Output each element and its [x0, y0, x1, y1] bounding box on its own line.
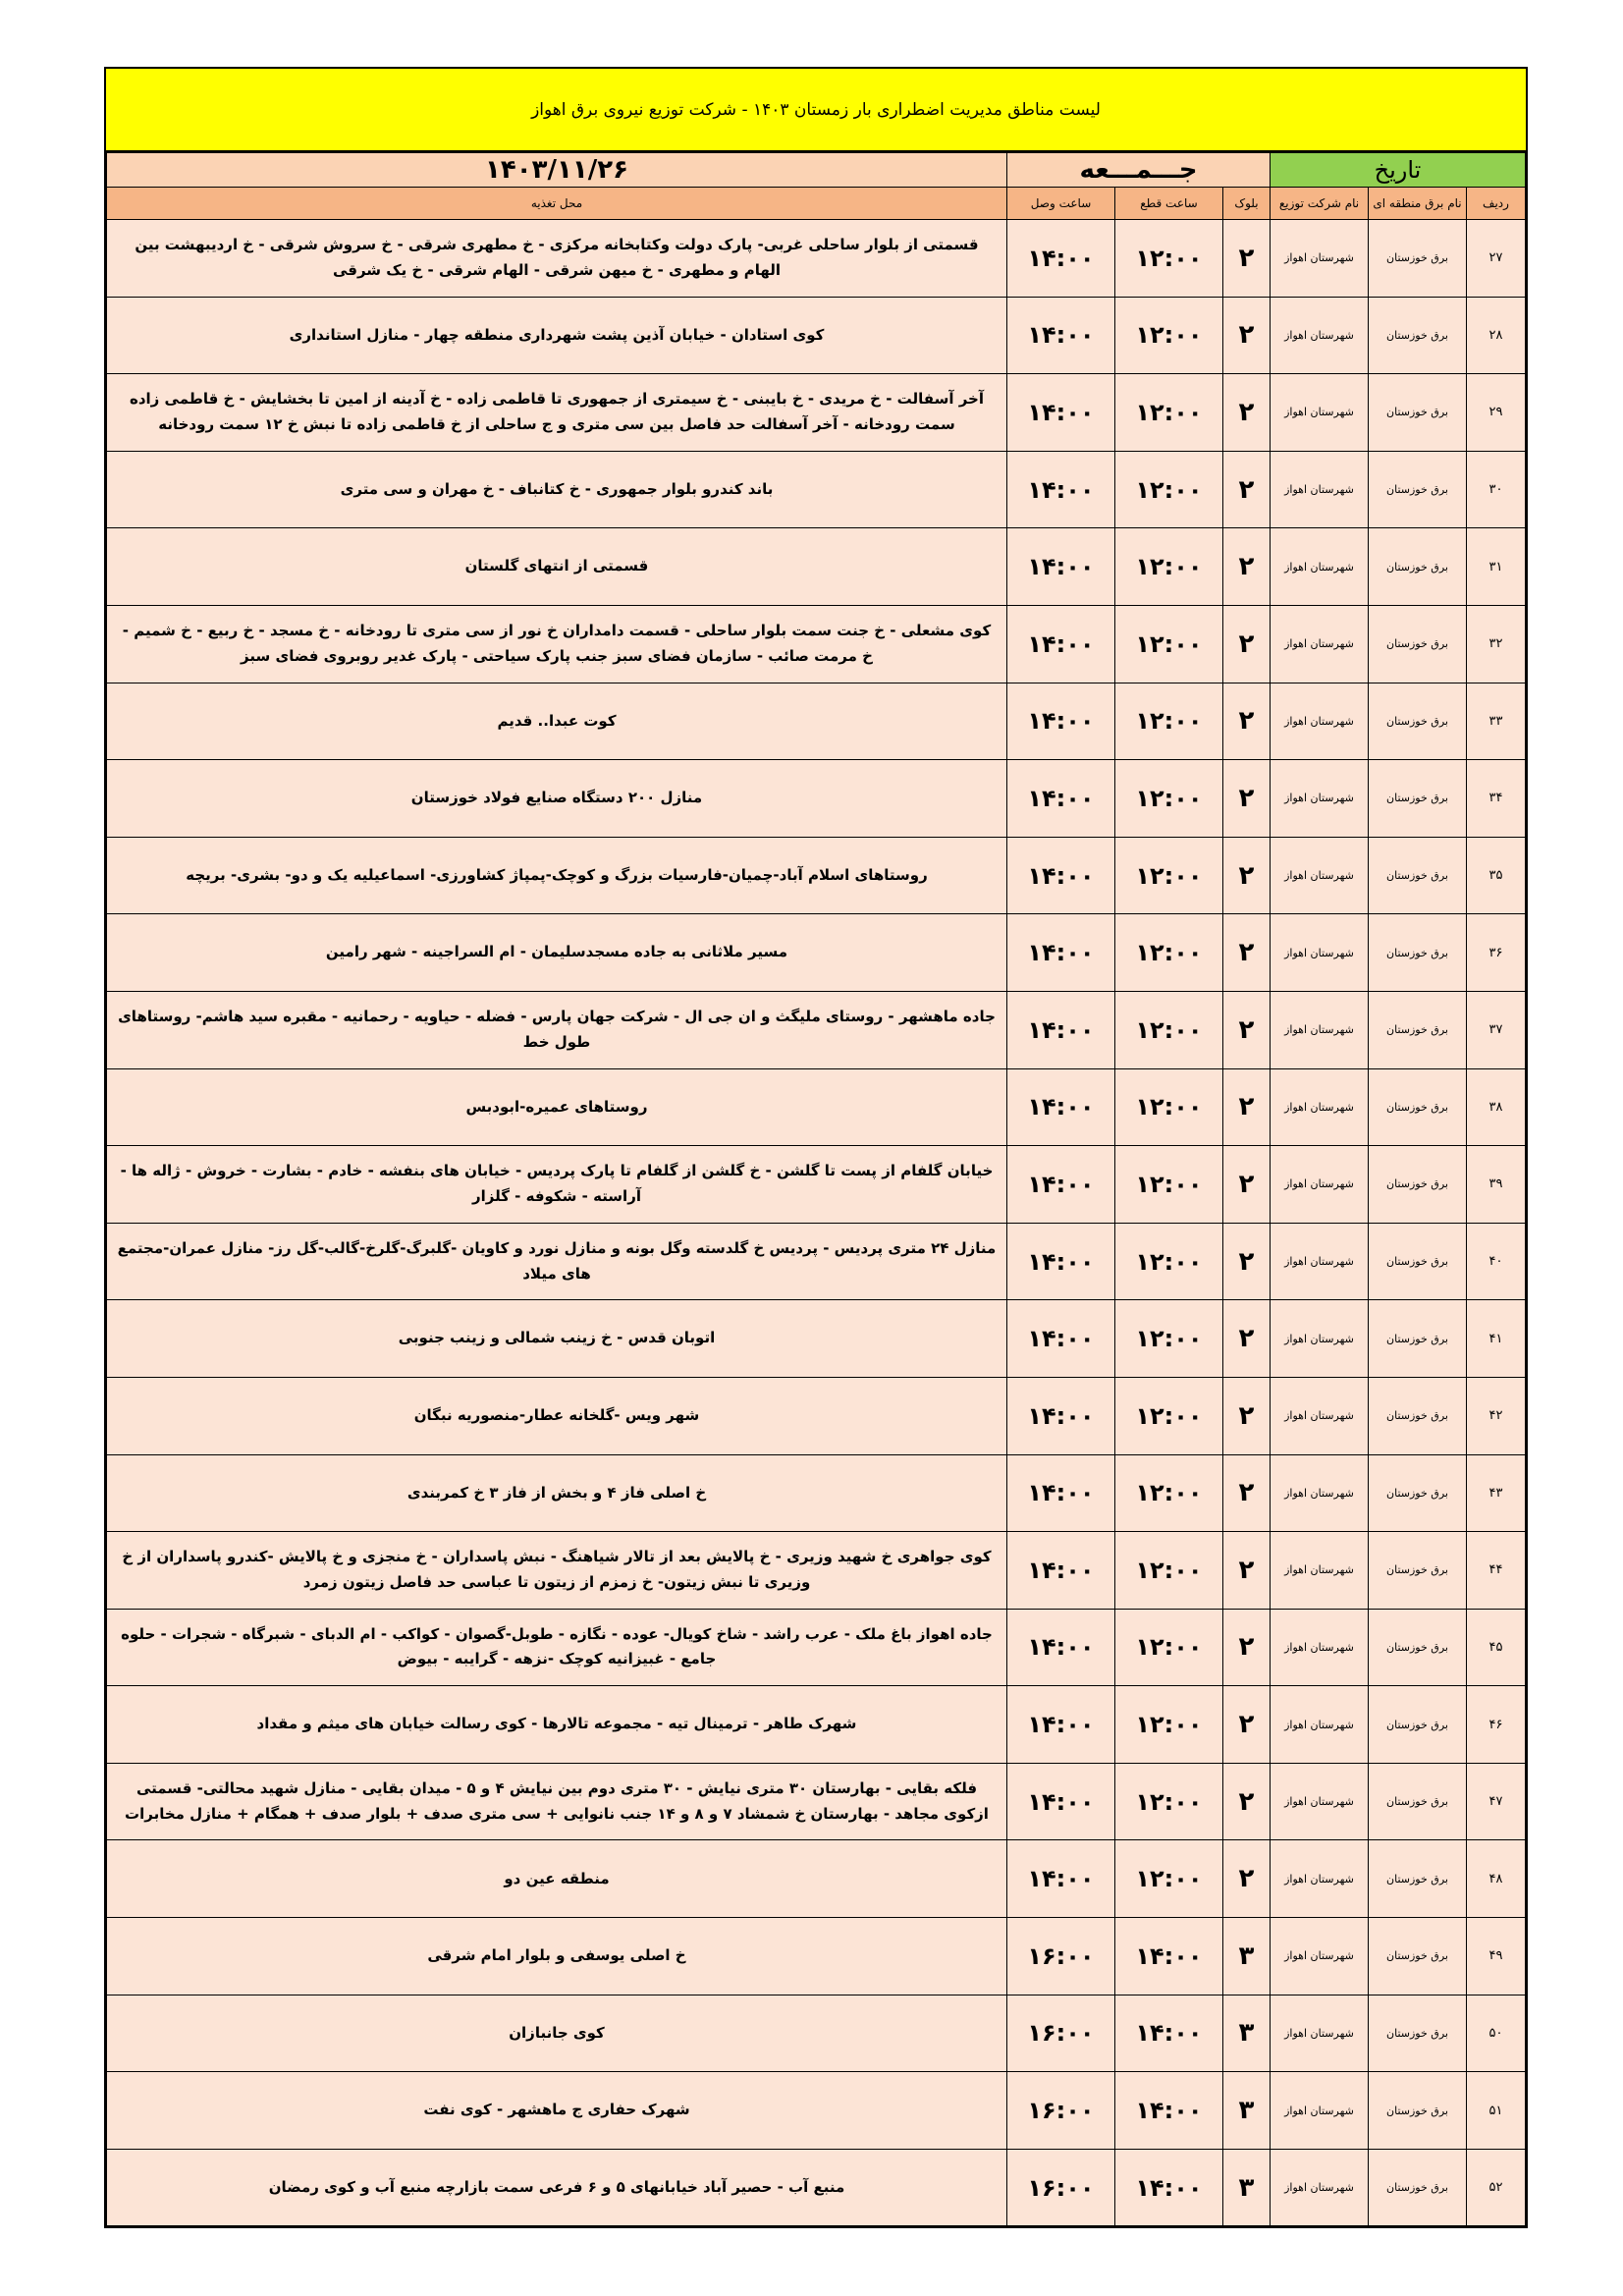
row-index: ۵۲ — [1467, 2149, 1526, 2226]
cut-time: ۱۲:۰۰ — [1114, 374, 1222, 452]
block-number: ۲ — [1222, 1068, 1270, 1146]
cut-time: ۱۴:۰۰ — [1114, 1918, 1222, 1995]
block-number: ۳ — [1222, 1918, 1270, 1995]
connect-time: ۱۴:۰۰ — [1006, 1840, 1114, 1918]
company-name: شهرستان اهواز — [1270, 528, 1368, 606]
region-name: برق خوزستان — [1369, 1068, 1467, 1146]
table-row — [107, 837, 1526, 914]
row-index: ۴۰ — [1467, 1223, 1526, 1300]
company-name: شهرستان اهواز — [1270, 2149, 1368, 2226]
connect-time: ۱۴:۰۰ — [1006, 220, 1114, 298]
row-index: ۳۹ — [1467, 1146, 1526, 1224]
cut-time: ۱۲:۰۰ — [1114, 297, 1222, 374]
table-row — [107, 528, 1526, 606]
table-row — [107, 1068, 1526, 1146]
company-name: شهرستان اهواز — [1270, 837, 1368, 914]
cut-time: ۱۲:۰۰ — [1114, 760, 1222, 838]
cut-time: ۱۲:۰۰ — [1114, 683, 1222, 760]
connect-time: ۱۴:۰۰ — [1006, 837, 1114, 914]
row-index: ۴۶ — [1467, 1686, 1526, 1764]
table-row — [107, 2149, 1526, 2226]
feed-location: باند کندرو بلوار جمهوری - خ کتانباف - خ مهران و سی متری — [107, 451, 1007, 528]
cut-time: ۱۲:۰۰ — [1114, 1300, 1222, 1378]
schedule-table — [106, 152, 1526, 2226]
company-name: شهرستان اهواز — [1270, 451, 1368, 528]
cut-time: ۱۲:۰۰ — [1114, 1532, 1222, 1610]
connect-time: ۱۴:۰۰ — [1006, 1609, 1114, 1686]
table-row — [107, 451, 1526, 528]
company-name: شهرستان اهواز — [1270, 1300, 1368, 1378]
region-name: برق خوزستان — [1369, 297, 1467, 374]
connect-time: ۱۴:۰۰ — [1006, 1068, 1114, 1146]
feed-location: آخر آسفالت - خ مریدی - خ بایبنی - خ سیمتری از جمهوری تا قاطمی زاده - خ آدینه از امین تا بخشایش - خ قاطمی زاده سمت رودخانه - آخر آسفالت حد فاصل بین سی متری و ج ساحلی از خ قاطمی زاده تا نبش خ ۱۲ سمت رودخانه — [107, 374, 1007, 452]
day-of-week: جـــمـــعه — [1006, 153, 1270, 188]
cut-time: ۱۴:۰۰ — [1114, 2149, 1222, 2226]
table-row — [107, 297, 1526, 374]
block-number: ۲ — [1222, 683, 1270, 760]
block-number: ۲ — [1222, 605, 1270, 683]
row-index: ۳۴ — [1467, 760, 1526, 838]
header-location: محل تغذیه — [107, 188, 1007, 220]
row-index: ۵۱ — [1467, 2072, 1526, 2150]
connect-time: ۱۴:۰۰ — [1006, 528, 1114, 606]
cut-time: ۱۲:۰۰ — [1114, 220, 1222, 298]
cut-time: ۱۲:۰۰ — [1114, 1686, 1222, 1764]
region-name: برق خوزستان — [1369, 1840, 1467, 1918]
feed-location: منبع آب - حصیر آباد خیابانهای ۵ و ۶ فرعی سمت بازارچه منبع آب و کوی رمضان — [107, 2149, 1007, 2226]
connect-time: ۱۴:۰۰ — [1006, 1686, 1114, 1764]
block-number: ۲ — [1222, 1223, 1270, 1300]
company-name: شهرستان اهواز — [1270, 220, 1368, 298]
region-name: برق خوزستان — [1369, 1763, 1467, 1840]
header-row — [107, 188, 1526, 220]
feed-location: کوی مشعلی - خ جنت سمت بلوار ساحلی - قسمت دامداران خ نور از سی متری تا رودخانه - خ مسجد - خ ربیع - خ شمیم - خ مرمت صائب - سازمان فضای سبز جنب پارک سیاحتی - پارک غدیر روبروی فضای سبز — [107, 605, 1007, 683]
connect-time: ۱۴:۰۰ — [1006, 991, 1114, 1068]
company-name: شهرستان اهواز — [1270, 683, 1368, 760]
connect-time: ۱۴:۰۰ — [1006, 1763, 1114, 1840]
region-name: برق خوزستان — [1369, 683, 1467, 760]
company-name: شهرستان اهواز — [1270, 1377, 1368, 1454]
company-name: شهرستان اهواز — [1270, 1840, 1368, 1918]
feed-location: خیابان گلفام از پست تا گلشن - خ گلشن از گلفام تا پارک پردیس - خیابان های بنفشه - خادم - بشارت - خروش - ژاله ها - آراسته - شکوفه - گلزار — [107, 1146, 1007, 1224]
region-name: برق خوزستان — [1369, 1146, 1467, 1224]
feed-location: جاده ماهشهر - روستای ملیگث و ان جی ال - شرکت جهان پارس - فضله - حیاویه - رحمانیه - مقبره سید هاشم- روستاهای طول خط — [107, 991, 1007, 1068]
region-name: برق خوزستان — [1369, 1454, 1467, 1532]
table-row — [107, 1377, 1526, 1454]
table-row — [107, 1686, 1526, 1764]
block-number: ۳ — [1222, 2072, 1270, 2150]
cut-time: ۱۲:۰۰ — [1114, 451, 1222, 528]
block-number: ۲ — [1222, 1532, 1270, 1610]
block-number: ۲ — [1222, 1686, 1270, 1764]
cut-time: ۱۲:۰۰ — [1114, 837, 1222, 914]
feed-location: قسمتی از انتهای گلستان — [107, 528, 1007, 606]
row-index: ۳۳ — [1467, 683, 1526, 760]
table-row — [107, 374, 1526, 452]
region-name: برق خوزستان — [1369, 374, 1467, 452]
connect-time: ۱۴:۰۰ — [1006, 914, 1114, 992]
feed-location: شهرک حفاری ج ماهشهر - کوی نفت — [107, 2072, 1007, 2150]
table-row — [107, 1146, 1526, 1224]
company-name: شهرستان اهواز — [1270, 1609, 1368, 1686]
feed-location: خ اصلی فاز ۴ و بخش از فاز ۳ خ کمربندی — [107, 1454, 1007, 1532]
region-name: برق خوزستان — [1369, 914, 1467, 992]
feed-location: کوی جانبازان — [107, 1995, 1007, 2072]
header-cut-time: ساعت قطع — [1114, 188, 1222, 220]
feed-location: خ اصلی یوسفی و بلوار امام شرقی — [107, 1918, 1007, 1995]
region-name: برق خوزستان — [1369, 1532, 1467, 1610]
block-number: ۳ — [1222, 2149, 1270, 2226]
document-title: لیست مناطق مدیریت اضطراری بار زمستان ۱۴۰۳ - شرکت توزیع نیروی برق اهواز — [106, 69, 1526, 152]
table-row — [107, 914, 1526, 992]
header-connect-time: ساعت وصل — [1006, 188, 1114, 220]
row-index: ۴۹ — [1467, 1918, 1526, 1995]
row-index: ۴۱ — [1467, 1300, 1526, 1378]
outage-schedule-sheet — [104, 67, 1528, 2228]
company-name: شهرستان اهواز — [1270, 1532, 1368, 1610]
region-name: برق خوزستان — [1369, 605, 1467, 683]
connect-time: ۱۴:۰۰ — [1006, 297, 1114, 374]
connect-time: ۱۴:۰۰ — [1006, 760, 1114, 838]
company-name: شهرستان اهواز — [1270, 2072, 1368, 2150]
block-number: ۲ — [1222, 374, 1270, 452]
table-row — [107, 2072, 1526, 2150]
connect-time: ۱۴:۰۰ — [1006, 374, 1114, 452]
feed-location: کوی جواهری خ شهید وزیری - خ پالایش بعد از تالار شیاهنگ - نبش پاسداران - خ منجزی و خ پالایش -کندرو پاسداران از خ وزیری تا نبش زیتون- خ زمزم از زیتون تا عباسی حد فاصل زیتون زمرد — [107, 1532, 1007, 1610]
table-row — [107, 683, 1526, 760]
cut-time: ۱۲:۰۰ — [1114, 914, 1222, 992]
company-name: شهرستان اهواز — [1270, 1146, 1368, 1224]
row-index: ۳۷ — [1467, 991, 1526, 1068]
connect-time: ۱۶:۰۰ — [1006, 2149, 1114, 2226]
row-index: ۴۸ — [1467, 1840, 1526, 1918]
row-index: ۲۸ — [1467, 297, 1526, 374]
connect-time: ۱۴:۰۰ — [1006, 1223, 1114, 1300]
connect-time: ۱۴:۰۰ — [1006, 683, 1114, 760]
row-index: ۳۲ — [1467, 605, 1526, 683]
feed-location: شهر ویس -گلخانه عطار-منصوریه نبگان — [107, 1377, 1007, 1454]
connect-time: ۱۶:۰۰ — [1006, 1995, 1114, 2072]
table-row — [107, 1223, 1526, 1300]
row-index: ۲۹ — [1467, 374, 1526, 452]
block-number: ۲ — [1222, 1377, 1270, 1454]
feed-location: منازل ۲۰۰ دستگاه صنایع فولاد خوزستان — [107, 760, 1007, 838]
block-number: ۲ — [1222, 991, 1270, 1068]
block-number: ۲ — [1222, 1763, 1270, 1840]
feed-location: منطقه عین دو — [107, 1840, 1007, 1918]
block-number: ۲ — [1222, 837, 1270, 914]
cut-time: ۱۲:۰۰ — [1114, 1377, 1222, 1454]
cut-time: ۱۲:۰۰ — [1114, 1146, 1222, 1224]
feed-location: فلکه بقایی - بهارستان ۳۰ متری نیایش - ۳۰ متری دوم بین نیایش ۴ و ۵ - میدان بقایی - منازل شهید محالتی- قسمتی ازکوی مجاهد - بهارستان خ شمشاد ۷ و ۸ و ۱۴ جنب نانوایی + سی متری صدف + بلوار صدف + همگام + منازل مخابرات — [107, 1763, 1007, 1840]
region-name: برق خوزستان — [1369, 1377, 1467, 1454]
table-row — [107, 760, 1526, 838]
table-row — [107, 1918, 1526, 1995]
table-row — [107, 1454, 1526, 1532]
connect-time: ۱۴:۰۰ — [1006, 1377, 1114, 1454]
block-number: ۲ — [1222, 528, 1270, 606]
feed-location: مسیر ملاثانی به جاده مسجدسلیمان - ام السراجینه - شهر رامین — [107, 914, 1007, 992]
region-name: برق خوزستان — [1369, 1918, 1467, 1995]
block-number: ۲ — [1222, 760, 1270, 838]
feed-location: روستاهای اسلام آباد-چمیان-فارسیات بزرگ و کوچک-پمپاژ کشاورزی- اسماعیلیه یک و دو- بشری- بریچه — [107, 837, 1007, 914]
cut-time: ۱۴:۰۰ — [1114, 1995, 1222, 2072]
connect-time: ۱۴:۰۰ — [1006, 451, 1114, 528]
company-name: شهرستان اهواز — [1270, 1918, 1368, 1995]
feed-location: شهرک طاهر - ترمینال تیه - مجموعه تالارها - کوی رسالت خیابان های میثم و مقداد — [107, 1686, 1007, 1764]
date-label: تاریخ — [1270, 153, 1525, 188]
company-name: شهرستان اهواز — [1270, 374, 1368, 452]
company-name: شهرستان اهواز — [1270, 991, 1368, 1068]
cut-time: ۱۲:۰۰ — [1114, 1609, 1222, 1686]
block-number: ۲ — [1222, 1454, 1270, 1532]
feed-location: روستاهای عمیره-ابودبس — [107, 1068, 1007, 1146]
block-number: ۲ — [1222, 297, 1270, 374]
row-index: ۵۰ — [1467, 1995, 1526, 2072]
company-name: شهرستان اهواز — [1270, 1763, 1368, 1840]
cut-time: ۱۲:۰۰ — [1114, 1840, 1222, 1918]
connect-time: ۱۴:۰۰ — [1006, 1300, 1114, 1378]
feed-location: کوی استادان - خیابان آذین پشت شهرداری منطقه چهار - منازل استانداری — [107, 297, 1007, 374]
row-index: ۴۷ — [1467, 1763, 1526, 1840]
cut-time: ۱۲:۰۰ — [1114, 528, 1222, 606]
block-number: ۲ — [1222, 220, 1270, 298]
header-block: بلوک — [1222, 188, 1270, 220]
region-name: برق خوزستان — [1369, 760, 1467, 838]
cut-time: ۱۲:۰۰ — [1114, 1223, 1222, 1300]
block-number: ۲ — [1222, 1609, 1270, 1686]
table-row — [107, 1763, 1526, 1840]
block-number: ۳ — [1222, 1995, 1270, 2072]
row-index: ۴۴ — [1467, 1532, 1526, 1610]
row-index: ۴۳ — [1467, 1454, 1526, 1532]
region-name: برق خوزستان — [1369, 1300, 1467, 1378]
company-name: شهرستان اهواز — [1270, 605, 1368, 683]
region-name: برق خوزستان — [1369, 451, 1467, 528]
row-index: ۳۱ — [1467, 528, 1526, 606]
table-row — [107, 1300, 1526, 1378]
cut-time: ۱۴:۰۰ — [1114, 2072, 1222, 2150]
region-name: برق خوزستان — [1369, 528, 1467, 606]
block-number: ۲ — [1222, 1146, 1270, 1224]
table-row — [107, 1532, 1526, 1610]
region-name: برق خوزستان — [1369, 220, 1467, 298]
region-name: برق خوزستان — [1369, 1609, 1467, 1686]
schedule-date: ۱۴۰۳/۱۱/۲۶ — [107, 153, 1007, 188]
block-number: ۲ — [1222, 1300, 1270, 1378]
table-row — [107, 1995, 1526, 2072]
schedule-rows — [107, 220, 1526, 2226]
company-name: شهرستان اهواز — [1270, 1068, 1368, 1146]
connect-time: ۱۴:۰۰ — [1006, 1532, 1114, 1610]
table-row — [107, 605, 1526, 683]
company-name: شهرستان اهواز — [1270, 1223, 1368, 1300]
connect-time: ۱۴:۰۰ — [1006, 1454, 1114, 1532]
cut-time: ۱۲:۰۰ — [1114, 1454, 1222, 1532]
row-index: ۴۵ — [1467, 1609, 1526, 1686]
cut-time: ۱۲:۰۰ — [1114, 991, 1222, 1068]
company-name: شهرستان اهواز — [1270, 297, 1368, 374]
table-row — [107, 991, 1526, 1068]
connect-time: ۱۴:۰۰ — [1006, 1146, 1114, 1224]
connect-time: ۱۶:۰۰ — [1006, 1918, 1114, 1995]
row-index: ۳۶ — [1467, 914, 1526, 992]
company-name: شهرستان اهواز — [1270, 1686, 1368, 1764]
row-index: ۳۵ — [1467, 837, 1526, 914]
region-name: برق خوزستان — [1369, 837, 1467, 914]
region-name: برق خوزستان — [1369, 2149, 1467, 2226]
region-name: برق خوزستان — [1369, 1995, 1467, 2072]
region-name: برق خوزستان — [1369, 991, 1467, 1068]
feed-location: منازل ۲۴ متری پردیس - پردیس خ گلدسته وگل بونه و منازل نورد و کاویان -گلبرگ-گلرخ-گالب-گل رز- منازل عمران-مجتمع های میلاد — [107, 1223, 1007, 1300]
region-name: برق خوزستان — [1369, 1223, 1467, 1300]
connect-time: ۱۴:۰۰ — [1006, 605, 1114, 683]
region-name: برق خوزستان — [1369, 2072, 1467, 2150]
row-index: ۴۲ — [1467, 1377, 1526, 1454]
company-name: شهرستان اهواز — [1270, 760, 1368, 838]
feed-location: جاده اهواز باغ ملک - عرب راشد - شاخ کویال- عوده - نگازه - طوبل-گصوان - کواکب - ام الدبای - شبرگاه - شجرات - حلوه جامع - غبیزانیه کوچک -نزهه - گرایبه - بیوض — [107, 1609, 1007, 1686]
block-number: ۲ — [1222, 451, 1270, 528]
company-name: شهرستان اهواز — [1270, 1454, 1368, 1532]
header-company: نام شرکت توزیع — [1270, 188, 1368, 220]
header-region: نام برق منطقه ای — [1369, 188, 1467, 220]
cut-time: ۱۲:۰۰ — [1114, 1763, 1222, 1840]
feed-location: کوت عبدا.. قدیم — [107, 683, 1007, 760]
connect-time: ۱۶:۰۰ — [1006, 2072, 1114, 2150]
row-index: ۳۸ — [1467, 1068, 1526, 1146]
table-row — [107, 1840, 1526, 1918]
company-name: شهرستان اهواز — [1270, 914, 1368, 992]
cut-time: ۱۲:۰۰ — [1114, 605, 1222, 683]
row-index: ۲۷ — [1467, 220, 1526, 298]
block-number: ۲ — [1222, 914, 1270, 992]
block-number: ۲ — [1222, 1840, 1270, 1918]
date-row — [107, 153, 1526, 188]
row-index: ۳۰ — [1467, 451, 1526, 528]
feed-location: قسمتی از بلوار ساحلی غربی- پارک دولت وکتابخانه مرکزی - خ مطهری شرقی - خ سروش شرقی - خ اردیبهشت بین الهام و مطهری - خ میهن شرقی - الهام شرقی - خ یک شرقی — [107, 220, 1007, 298]
header-idx: ردیف — [1467, 188, 1526, 220]
table-row — [107, 1609, 1526, 1686]
region-name: برق خوزستان — [1369, 1686, 1467, 1764]
company-name: شهرستان اهواز — [1270, 1995, 1368, 2072]
table-row — [107, 220, 1526, 298]
cut-time: ۱۲:۰۰ — [1114, 1068, 1222, 1146]
feed-location: اتوبان قدس - خ زینب شمالی و زینب جنوبی — [107, 1300, 1007, 1378]
